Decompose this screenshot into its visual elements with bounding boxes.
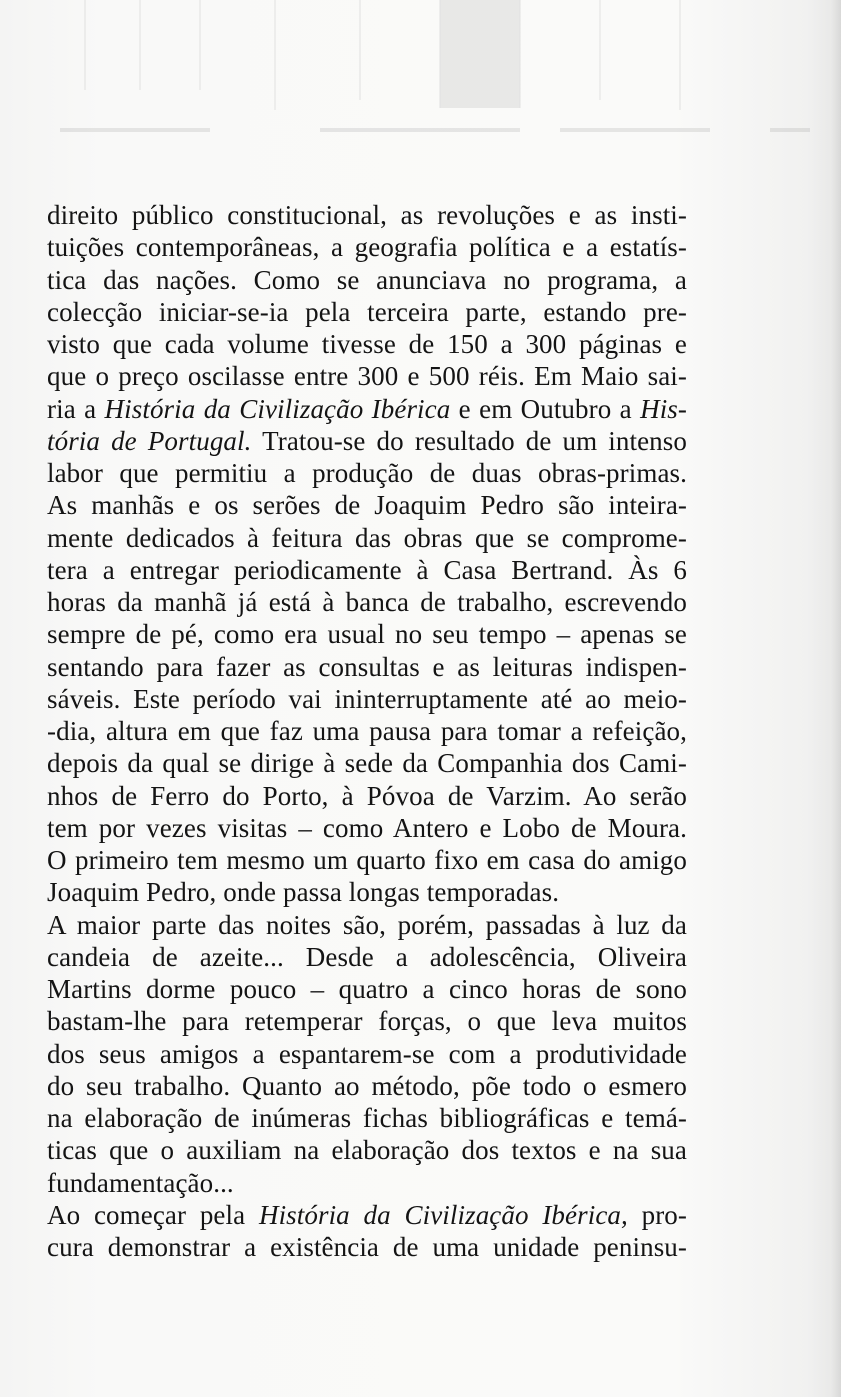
body-text [47,199,687,1263]
reverse-side-show-through [0,0,841,140]
text-line: na elaboração de inúmeras fichas bibliográficas e temá- [47,1103,687,1133]
text-line: colecção iniciar-se-ia pela terceira parte, estando pre- [47,296,687,327]
text-line: tuições contemporâneas, a geografia política e a estatís- [47,232,687,263]
text-line: sempre de pé, como era usual no seu tempo – apenas se [47,619,687,650]
text-line: depois da qual se dirige à sede da Companhia dos Cami- [47,748,687,779]
text-line: As manhãs e os serões de Joaquim Pedro são inteira- [47,490,687,521]
text-line: A maior parte das noites são, porém, passadas à luz da [47,909,687,940]
text-line: cura demonstrar a existência de uma unidade peninsu- [47,1232,687,1262]
text-line: que o preço oscilasse entre 300 e 500 réis. Em Maio sai- [47,361,687,392]
text-line: Martins dorme pouco – quatro a cinco horas de sono [47,974,687,1004]
text-fragment: pro- [627,1199,687,1230]
page-edge-shadow [831,0,841,1397]
text-line: fundamentação... [47,1167,234,1198]
text-line: O primeiro tem mesmo um quarto fixo em casa do amigo [47,845,687,875]
text-line: do seu trabalho. Quanto ao método, põe todo o esmero [47,1070,687,1101]
text-line: visto que cada volume tivesse de 150 a 300 páginas e [47,329,687,359]
text-line: sáveis. Este período vai ininterruptamente até ao meio- [47,683,687,714]
text-line: direito público constitucional, as revoluções e as insti- [47,200,687,230]
text-line: dos seus amigos a espantarem-se com a produtividade [47,1038,687,1069]
text-line [47,1199,687,1231]
text-fragment: e em Outubro a [450,393,641,424]
italic-title-fragment: tória de Portugal. [47,425,252,456]
text-line: labor que permitiu a produção de duas obras-primas. [47,458,687,488]
italic-title-fragment: História da Civilização Ibérica [104,393,451,424]
text-fragment: Tratou-se do resultado de um intenso [251,425,687,456]
text-line [47,393,687,425]
text-fragment: ria a [47,393,105,424]
text-line [47,425,687,457]
text-line: Joaquim Pedro, onde passa longas temporadas. [47,877,560,908]
text-line: horas da manhã já está à banca de trabalho, escrevendo [47,587,687,617]
text-line: nhos de Ferro do Porto, à Póvoa de Varzim. Ao serão [47,780,687,811]
text-line: bastam-lhe para retemperar forças, o que leva muitos [47,1006,687,1037]
text-line: tem por vezes visitas – como Antero e Lobo de Moura. [47,812,687,843]
text-line: tica das nações. Como se anunciava no programa, a [47,264,687,295]
text-line: tera a entregar periodicamente à Casa Bertrand. Às 6 [47,554,687,585]
text-line: -dia, altura em que faz uma pausa para tomar a refeição, [47,716,687,746]
text-fragment: Ao começar pela [47,1199,259,1230]
text-line: candeia de azeite... Desde a adolescência, Oliveira [47,941,687,972]
italic-title-fragment: His- [640,393,687,424]
text-line: sentando para fazer as consultas e as leituras indispen- [47,651,687,682]
italic-title-fragment: História da Civilização Ibérica, [258,1199,628,1230]
text-line: ticas que o auxiliam na elaboração dos textos e na sua [47,1135,687,1166]
text-line: mente dedicados à feitura das obras que se comprome- [47,522,687,553]
